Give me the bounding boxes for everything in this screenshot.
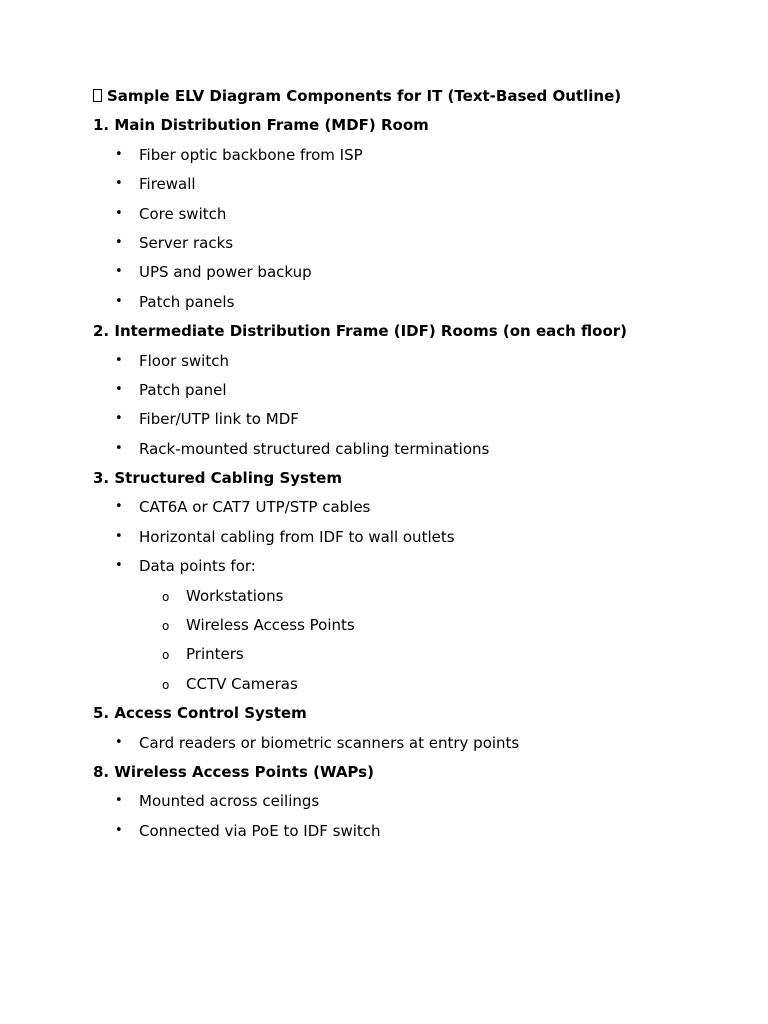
sub-list-item-text: Wireless Access Points (186, 616, 355, 635)
list-item (93, 553, 753, 582)
bullet-icon: • (115, 264, 123, 280)
document-title (93, 83, 753, 112)
list-item (93, 406, 753, 435)
list-item-text: Firewall (139, 175, 196, 194)
bullet-icon: • (115, 558, 123, 574)
section-heading: 1. Main Distribution Frame (MDF) Room (93, 116, 429, 135)
list-item-text: Floor switch (139, 351, 229, 370)
list-item (93, 524, 753, 553)
section-heading: 8. Wireless Access Points (WAPs) (93, 762, 374, 781)
section-heading: 5. Access Control System (93, 704, 307, 723)
sub-list-item (93, 583, 753, 612)
list-item-text: Mounted across ceilings (139, 792, 320, 811)
bullet-icon: • (115, 411, 123, 427)
list-item (93, 289, 753, 318)
list-item-text: Patch panels (139, 292, 235, 311)
bullet-icon: • (115, 176, 123, 192)
section-heading: 2. Intermediate Distribution Frame (IDF) Rooms (on each floor) (93, 322, 628, 341)
sub-list-item-text: Printers (186, 645, 244, 664)
sub-list-item (93, 671, 753, 700)
bullet-icon: • (115, 440, 123, 456)
document-title-text: Sample ELV Diagram Components for IT (Text-Based Outline) (107, 87, 622, 105)
sub-bullet-icon: o (162, 677, 170, 692)
list-item-text: CAT6A or CAT7 UTP/STP cables (139, 498, 371, 517)
list-item-text: Server racks (139, 233, 234, 252)
list-item-text: Fiber optic backbone from ISP (139, 145, 363, 164)
list-item-text: Fiber/UTP link to MDF (139, 410, 299, 429)
list-item (93, 494, 753, 523)
bullet-icon: • (115, 146, 123, 162)
bullet-icon: • (115, 234, 123, 250)
list-item-text: Connected via PoE to IDF switch (139, 821, 381, 840)
sub-list-item-text: Workstations (186, 586, 284, 605)
bullet-icon: • (115, 528, 123, 544)
bullet-icon: • (115, 734, 123, 750)
list-item (93, 730, 753, 759)
sub-bullet-icon: o (162, 648, 170, 663)
list-item-text: Core switch (139, 204, 227, 223)
sub-list-item (93, 612, 753, 641)
list-item (93, 171, 753, 200)
bullet-icon: • (115, 822, 123, 838)
bullet-icon: • (115, 499, 123, 515)
list-item (93, 436, 753, 465)
sub-list-item (93, 641, 753, 670)
list-item (93, 377, 753, 406)
sub-bullet-icon: o (162, 619, 170, 634)
list-item (93, 818, 753, 847)
list-item (93, 142, 753, 171)
section-heading: 3. Structured Cabling System (93, 469, 342, 488)
document-page (93, 83, 753, 847)
bullet-icon: • (115, 793, 123, 809)
list-item (93, 230, 753, 259)
bullet-icon: • (115, 205, 123, 221)
bullet-icon: • (115, 293, 123, 309)
list-item-text: Horizontal cabling from IDF to wall outlets (139, 527, 455, 546)
list-item-text: UPS and power backup (139, 263, 312, 282)
list-item-text: Data points for: (139, 557, 256, 576)
list-item (93, 259, 753, 288)
list-item-text: Rack-mounted structured cabling terminations (139, 439, 490, 458)
list-item-text: Card readers or biometric scanners at entry points (139, 733, 520, 752)
list-item-text: Patch panel (139, 380, 227, 399)
bullet-icon: • (115, 381, 123, 397)
document-icon (93, 89, 102, 102)
sub-bullet-icon: o (162, 589, 170, 604)
list-item (93, 788, 753, 817)
list-item (93, 201, 753, 230)
sub-list-item-text: CCTV Cameras (186, 674, 298, 693)
outline (93, 112, 753, 847)
bullet-icon: • (115, 352, 123, 368)
list-item (93, 348, 753, 377)
